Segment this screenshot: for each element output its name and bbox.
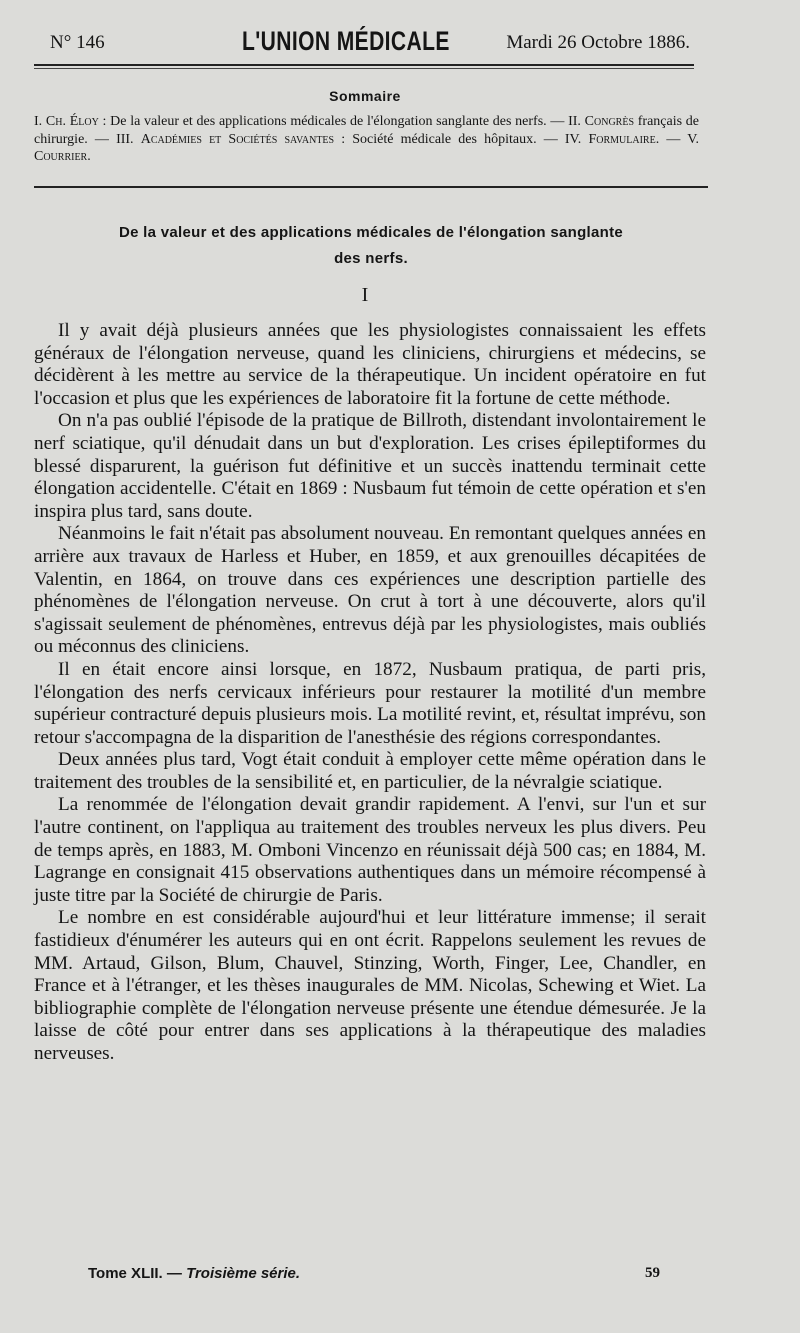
journal-title: L'UNION MÉDICALE (242, 26, 450, 56)
paragraph: Néanmoins le fait n'était pas absolument nouveau. En remontant quelques années en arrière aux travaux de Harless et Huber, en 1859, et aux grenouilles décapitées de Valentin, en 1864, on trouve dans ces expériences une description partielle des phénomènes de l'élongation nerveuse. On crut à tort à une découverte, alors qu'il s'agissait seulement de phénomènes, entrevus déjà par les physiologistes, mais oubliés ou méconnus des cliniciens. (34, 523, 706, 658)
sommaire-item-author: Académies et Sociétés savantes (140, 131, 335, 147)
sommaire-item-author: Ch. Éloy (45, 114, 99, 129)
footer-tome: Tome XLII. — (88, 1265, 187, 1282)
article-title (56, 220, 686, 272)
footer-serie: Troisième série. (186, 1265, 301, 1282)
sommaire-rule (34, 186, 708, 188)
paragraph: Il y avait déjà plusieurs années que les physiologistes connaissaient les effets généraux de l'élongation nerveuse, quand les cliniciens, chirurgiens et médecins, se décidèrent à les mettre au service de la thérapeutique. Un incident opératoire en fut l'occasion et plus que les expériences de laboratoire fit la fortune de cette méthode. (34, 320, 706, 409)
paragraph: Deux années plus tard, Vogt était conduit à employer cette même opération dans le traitement des troubles de la sensibilité et, en particulier, de la névralgie sciatique. (34, 749, 706, 793)
sommaire-item-text: français de chirurgie. — (34, 114, 699, 147)
sommaire-item-text: : De la valeur et des applications médicales de l'élongation sanglante des nerfs. — (98, 114, 569, 129)
header-rule (34, 64, 694, 66)
sommaire-item-num: III. (116, 131, 134, 147)
sommaire-item-num: IV. (564, 131, 582, 147)
sommaire-item-num: V. (687, 131, 700, 147)
sommaire-item-num: I. (34, 114, 43, 129)
page-number: 59 (645, 1265, 660, 1281)
sommaire-title: Sommaire (329, 88, 401, 104)
article-title-line: De la valeur et des applications médicales de l'élongation sanglante (118, 224, 624, 241)
article-title-line: des nerfs. (334, 250, 408, 267)
issue-date: Mardi 26 Octobre 1886. (506, 32, 690, 53)
issue-number: N° 146 (50, 32, 105, 53)
sommaire-item-author: Courrier (34, 149, 88, 164)
sommaire-item-author: Congrès (584, 114, 635, 129)
page-header (50, 26, 690, 62)
paragraph: Le nombre en est considérable aujourd'hui et leur littérature immense; il serait fastidieux d'énumérer les auteurs qui en ont écrit. Rappelons seulement les revues de MM. Artaud, Gilson, Blum, Chauvel, Stinzing, Worth, Finger, Lee, Chandler, en France et à l'étranger, et les thèses inaugurales de MM. Nicolas, Schewing et Wiet. La bibliographie complète de l'élongation nerveuse présente une étendue démesurée. Je la laisse de côté pour entrer dans ses applications à la thérapeutique des maladies nerveuses. (34, 907, 706, 1064)
sommaire-item-text: : Société médicale des hôpitaux. — (334, 131, 565, 147)
header-rule-thin (34, 68, 694, 69)
sommaire-item-text: . (87, 149, 91, 164)
section-number: I (361, 284, 369, 306)
sommaire-list (34, 113, 699, 166)
paragraph: La renommée de l'élongation devait grandir rapidement. A l'envi, sur l'un et sur l'autre continent, on l'appliqua au traitement des troubles nerveux les plus divers. Peu de temps après, en 1883, M. Omboni Vincenzo en réunissait déjà 500 cas; en 1884, M. Lagrange en consignait 415 observations authentiques dans un mémoire récompensé à juste titre par la Société de chirurgie de Paris. (34, 794, 706, 906)
page-footer (88, 1265, 660, 1282)
sommaire-item-num: II. (568, 114, 581, 129)
sommaire-item-text: . — (655, 131, 688, 147)
paragraph: On n'a pas oublié l'épisode de la pratique de Billroth, distendant involontairement le nerf sciatique, qu'il dénudait dans un but d'exploration. Les crises épileptiformes du blessé disparurent, la guérison fut définitive et un succès inattendu terminait cette élongation accidentelle. C'était en 1869 : Nusbaum fut témoin de cette opération et s'en inspira plus tard, sans doute. (34, 410, 706, 522)
article-body (34, 320, 706, 1066)
paragraph: Il en était encore ainsi lorsque, en 1872, Nusbaum pratiqua, de parti pris, l'élongation des nerfs cervicaux inférieurs pour restaurer la motilité d'un membre supérieur contracturé depuis plusieurs mois. La motilité revint, et, résultat imprévu, son retour s'accompagna de la disparition de l'anesthésie des régions correspondantes. (34, 658, 706, 748)
sommaire-item-author: Formulaire (588, 131, 656, 147)
